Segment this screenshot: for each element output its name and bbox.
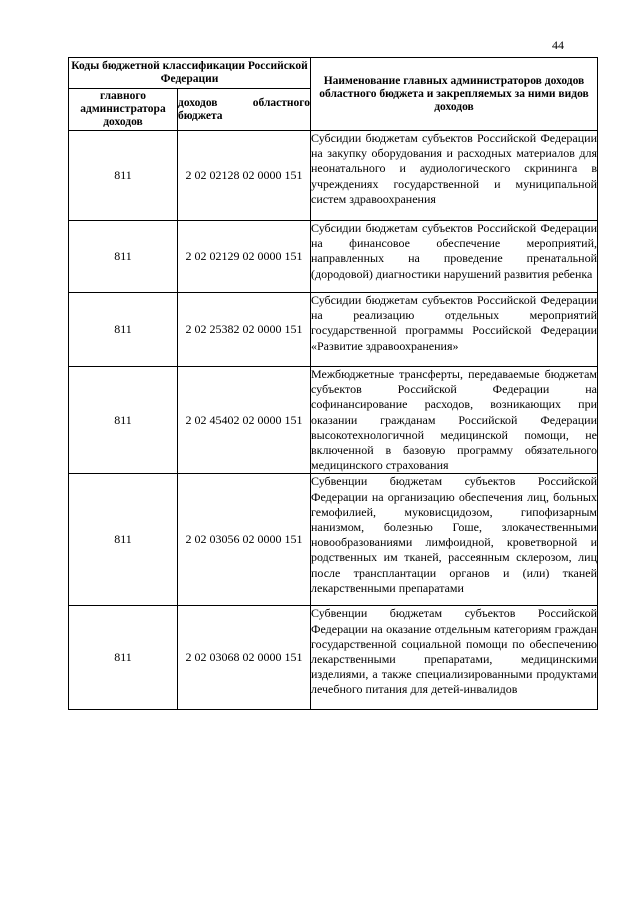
administrators-name-header: Наименование главных администраторов доходов областного бюджета и закрепляемых за ними видов доходов bbox=[311, 58, 598, 131]
income-description-cell: Субвенции бюджетам субъектов Российской Федерации на оказание отдельным категориям граждан государственной социальной помощи по обеспечению лекарственными препаратами, медицинскими изделиями, а также специализированными продуктами лечебного питания для детей-инвалидов bbox=[311, 606, 598, 710]
budget-classification-table bbox=[68, 57, 598, 710]
income-code-cell: 2 02 45402 02 0000 151 bbox=[178, 367, 311, 474]
admin-code-header: главного администратора доходов bbox=[69, 89, 178, 131]
admin-code-cell: 811 bbox=[69, 606, 178, 710]
admin-code-cell: 811 bbox=[69, 131, 178, 221]
codes-header: Коды бюджетной классификации Российской Федерации bbox=[69, 58, 311, 89]
income-code-cell: 2 02 02128 02 0000 151 bbox=[178, 131, 311, 221]
income-description-cell: Субсидии бюджетам субъектов Российской Федерации на реализацию отдельных мероприятий государственной программы Российской Федерации «Развитие здравоохранения» bbox=[311, 293, 598, 367]
table-row bbox=[69, 474, 598, 606]
income-code-cell: 2 02 03056 02 0000 151 bbox=[178, 474, 311, 606]
income-code-header-word1: доходов bbox=[178, 96, 218, 109]
income-code-cell: 2 02 25382 02 0000 151 bbox=[178, 293, 311, 367]
income-code-header-word2: областного bbox=[252, 96, 310, 109]
income-code-header-line2: бюджета bbox=[178, 109, 223, 122]
table-row bbox=[69, 606, 598, 710]
table-row bbox=[69, 131, 598, 221]
admin-code-cell: 811 bbox=[69, 293, 178, 367]
income-code-cell: 2 02 02129 02 0000 151 bbox=[178, 221, 311, 293]
table-row bbox=[69, 293, 598, 367]
table-row bbox=[69, 221, 598, 293]
income-description-cell: Межбюджетные трансферты, передаваемые бюджетам субъектов Российской Федерации на софинансирование расходов, возникающих при оказании гражданам Российской Федерации высокотехнологичной медицинской помощи, не включенной в базовую программу обязательного медицинского страхования bbox=[311, 367, 597, 473]
income-code-header bbox=[178, 89, 311, 131]
header-row-top bbox=[69, 58, 598, 89]
page-number: 44 bbox=[552, 38, 564, 52]
admin-code-cell: 811 bbox=[69, 367, 178, 474]
income-description-cell: Субсидии бюджетам субъектов Российской Федерации на закупку оборудования и расходных материалов для неонатального и аудиологического скрининга в учреждениях государственной и муниципальной систем здравоохранения bbox=[311, 131, 598, 221]
income-description-cell: Субсидии бюджетам субъектов Российской Федерации на финансовое обеспечение мероприятий, направленных на проведение пренатальной (дородовой) диагностики нарушений развития ребенка bbox=[311, 221, 598, 293]
table-row bbox=[69, 367, 598, 474]
admin-code-cell: 811 bbox=[69, 474, 178, 606]
income-code-cell: 2 02 03068 02 0000 151 bbox=[178, 606, 311, 710]
admin-code-cell: 811 bbox=[69, 221, 178, 293]
income-description-cell: Субвенции бюджетам субъектов Российской Федерации на организацию обеспечения лиц, больных гемофилией, муковисцидозом, гипофизарным нанизмом, болезнью Гоше, злокачественными новообразованиями лимфоидной, кроветворной и родственных им тканей, рассеянным склерозом, лиц после трансплантации органов и (или) тканей лекарственными препаратами bbox=[311, 474, 598, 606]
